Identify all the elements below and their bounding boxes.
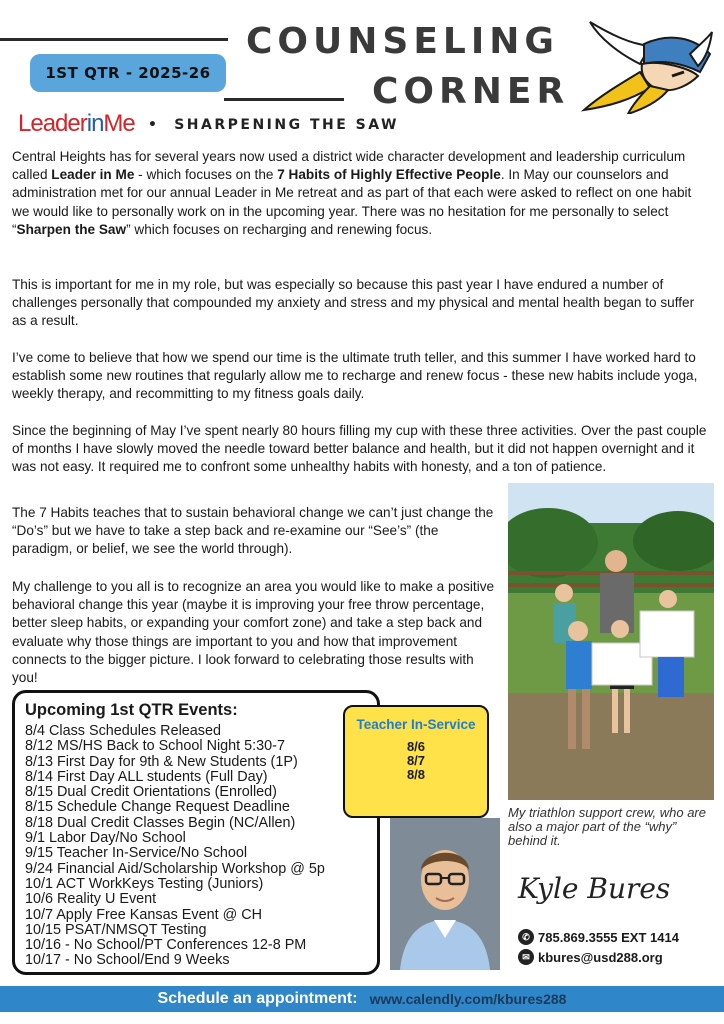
event-item: 8/14 First Day ALL students (Full Day) [25, 768, 268, 785]
event-item: 10/6 Reality U Event [25, 891, 157, 908]
family-photo [508, 483, 714, 800]
title-line-2: CORNER [372, 71, 570, 112]
article-paragraph-1: Central Heights has for several years now used a district wide character development and leadership curriculum called Leader in Me - which focuses on the 7 Habits of Highly Effective People. In May our counselors and administration met for our annual Leader in Me retreat and as part of that each were asked to reflect on one habit we would like to personally work on in the upcoming year. There was no hesitation for me personally to select “Sharpen the Saw” which focuses on recharging and renewing focus. [12, 149, 692, 237]
footer-label: Schedule an appointment: [157, 990, 358, 1007]
event-item: 10/17 - No School/End 9 Weeks [25, 952, 230, 969]
article-paragraph-5: The 7 Habits teaches that to sustain behavioral change we can’t just change the “Do’s” but we have to take a step back and re-examine our “See’s” (the paradigm, or belief, we see the world through). [12, 505, 494, 557]
inservice-title: Teacher In-Service [356, 717, 476, 732]
event-item: 10/7 Apply Free Kansas Event @ CH [25, 906, 262, 923]
event-item: 9/1 Labor Day/No School [25, 830, 186, 847]
upcoming-events-box [12, 690, 380, 975]
article-paragraph-6: My challenge to you all is to recognize an area you would like to make a positive behavioral change this year (maybe it is improving your free throw percentage, better sleep habits, or expanding your comfort zone) and take a step back and evaluate why those things are important to you and how that improvement connects to the bigger picture. I look forward to celebrating those results with you! [12, 579, 495, 686]
counselor-headshot [390, 818, 500, 970]
title-line-1: COUNSELING [246, 21, 559, 62]
leader-in-me-logo: LeaderinMe [18, 110, 135, 137]
event-item: 9/24 Financial Aid/Scholarship Workshop @ 5p [25, 860, 325, 877]
mail-icon: ✉ [518, 949, 534, 965]
contact-phone [518, 929, 679, 945]
event-item: 8/13 First Day for 9th & New Students (1P) [25, 753, 298, 770]
event-item: 8/4 Class Schedules Released [25, 723, 221, 739]
event-item: 10/15 PSAT/NMSQT Testing [25, 921, 207, 938]
section-subheading [148, 117, 399, 133]
teacher-inservice-box [343, 705, 489, 818]
inservice-date: 8/7 [406, 753, 426, 768]
event-item: 8/18 Dual Credit Classes Begin (NC/Allen) [25, 814, 296, 831]
subheading-text: SHARPENING THE SAW [174, 117, 399, 133]
viking-mascot-icon [580, 14, 714, 114]
event-item: 8/12 MS/HS Back to School Night 5:30-7 [25, 738, 285, 755]
signature: Kyle Bures [518, 872, 671, 905]
events-heading: Upcoming 1st QTR Events: [25, 701, 238, 719]
phone-text: 785.869.3555 EXT 1414 [538, 929, 679, 945]
calendly-link[interactable]: www.calendly.com/kbures288 [369, 991, 567, 1007]
footer-bar [0, 986, 724, 1012]
event-item: 8/15 Dual Credit Orientations (Enrolled) [25, 784, 277, 801]
quarter-badge: 1ST QTR - 2025-26 [30, 54, 226, 92]
inservice-date: 8/6 [406, 739, 426, 754]
inservice-date: 8/8 [406, 767, 426, 782]
events-list [25, 724, 367, 969]
event-item: 9/15 Teacher In-Service/No School [25, 845, 248, 862]
article-paragraph-4: Since the beginning of May I’ve spent nearly 80 hours filling my cup with these three activities. Over the past couple of months I have slowly moved the needle toward better balance and health, but it did not happen overnight and it was not easy. It required me to confront some unhealthy habits with honesty, and a ton of patience. [12, 423, 707, 475]
event-item: 10/16 - No School/PT Conferences 12-8 PM [25, 937, 307, 954]
article-paragraph-2: This is important for me in my role, but was especially so because this past year I have endured a number of challenges personally that compounded my anxiety and stress and my physical and mental health began to suffer as a result. [12, 277, 695, 329]
header-rule-top [0, 38, 228, 41]
article-paragraph-3: I’ve come to believe that how we spend our time is the ultimate truth teller, and this summer I have worked hard to establish some new routines that regularly allow me to recharge and renew focus - these new habits include yoga, weekly therapy, and recommitting to my fitness goals daily. [12, 350, 698, 402]
phone-icon: ✆ [518, 929, 534, 945]
contact-email [518, 949, 663, 965]
event-item: 8/15 Schedule Change Request Deadline [25, 799, 290, 816]
photo-caption: My triathlon support crew, who are also a major part of the “why” behind it. [508, 805, 706, 848]
header-rule-bottom [224, 98, 344, 101]
email-text[interactable]: kbures@usd288.org [538, 949, 663, 965]
subheading-bullet: • [148, 117, 160, 133]
event-item: 10/1 ACT WorkKeys Testing (Juniors) [25, 875, 264, 892]
